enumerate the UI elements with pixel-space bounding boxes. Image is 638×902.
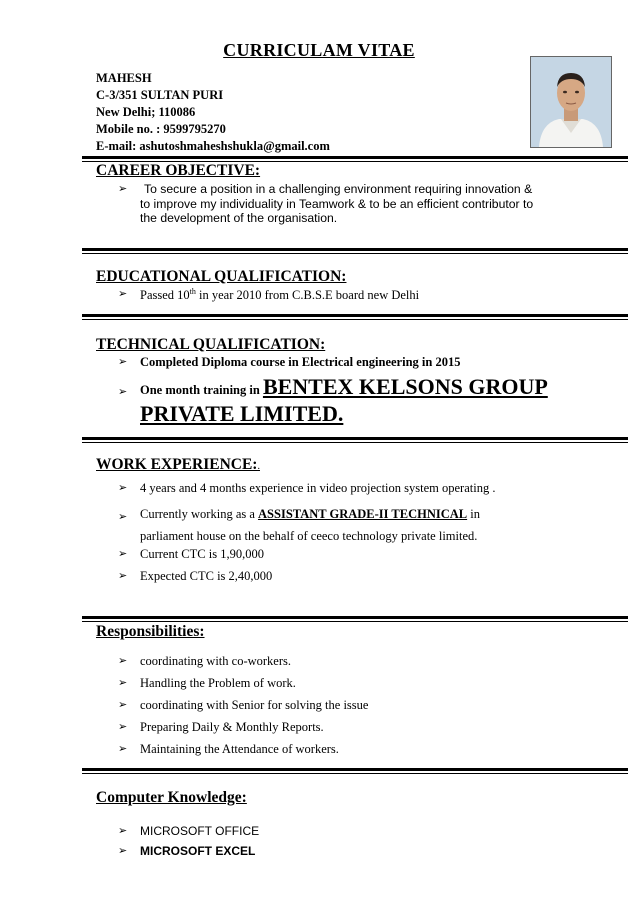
work-experience-list: [118, 481, 518, 591]
work-item-current-ctc: Current CTC is 1,90,000: [140, 547, 264, 561]
arrow-bullet-icon: ➢: [118, 824, 128, 837]
work-experience-heading: [96, 456, 260, 474]
education-list: [118, 287, 419, 303]
educational-qualification-heading: EDUCATIONAL QUALIFICATION:: [96, 268, 347, 285]
profile-photo: [530, 56, 612, 148]
arrow-bullet-icon: ➢: [118, 355, 128, 368]
list-item: [118, 676, 368, 698]
arrow-bullet-icon: ➢: [118, 844, 128, 857]
responsibility-item: Handling the Problem of work.: [140, 676, 296, 690]
work-item-current-post: in: [470, 507, 480, 521]
job-title: ASSISTANT GRADE-II TECHNICAL: [258, 507, 468, 521]
list-item: [118, 547, 518, 569]
work-item-current-pre: Currently working as a: [140, 507, 255, 521]
list-item: [118, 503, 518, 547]
arrow-bullet-icon: ➢: [118, 742, 128, 755]
list-item: [118, 481, 518, 503]
education-text-sup: th: [189, 287, 196, 296]
technical-list: [118, 355, 548, 429]
responsibility-item: coordinating with co-workers.: [140, 654, 292, 668]
company-name-line2: PRIVATE LIMITED.: [140, 401, 344, 426]
responsibilities-heading: Responsibilities:: [96, 623, 205, 640]
arrow-bullet-icon: ➢: [118, 287, 128, 300]
responsibility-item: coordinating with Senior for solving the issue: [140, 698, 369, 712]
arrow-bullet-icon: ➢: [118, 182, 128, 195]
work-experience-heading-text: WORK EXPERIENCE:: [96, 456, 258, 473]
section-divider: [82, 616, 628, 622]
list-item: [118, 698, 368, 720]
list-item: [118, 654, 368, 676]
technical-qualification-heading: TECHNICAL QUALIFICATION:: [96, 336, 326, 353]
contact-address-line1: C-3/351 SULTAN PURI: [96, 88, 224, 102]
arrow-bullet-icon: ➢: [118, 481, 128, 494]
career-objective-heading: CAREER OBJECTIVE:: [96, 162, 261, 179]
arrow-bullet-icon: ➢: [118, 510, 128, 523]
career-objective-list: [118, 182, 538, 226]
career-objective-text: To secure a position in a challenging environment requiring innovation & to improve my individuality in Teamwork & to be an efficient contributor to the development of the organisation.: [140, 182, 534, 225]
arrow-bullet-icon: ➢: [118, 547, 128, 560]
section-divider: [82, 437, 628, 443]
education-text-post: in year 2010 from C.B.S.E board new Delhi: [195, 288, 420, 303]
technical-item-training: One month training in: [140, 383, 260, 397]
education-text-pre: Passed 10: [140, 288, 190, 303]
arrow-bullet-icon: ➢: [118, 720, 128, 733]
list-item: [118, 720, 368, 742]
computer-knowledge-list: [118, 824, 259, 864]
contact-email: E-mail: ashutoshmaheshshukla@gmail.com: [96, 139, 330, 153]
work-item-expected-ctc: Expected CTC is 2,40,000: [140, 569, 273, 583]
arrow-bullet-icon: ➢: [118, 676, 128, 689]
company-name-line1: BENTEX KELSONS GROUP: [262, 374, 548, 399]
contact-name: MAHESH: [96, 71, 152, 85]
contact-mobile: Mobile no. : 9599795270: [96, 122, 226, 136]
document-title: CURRICULAM VITAE: [223, 40, 415, 60]
contact-block: [96, 70, 330, 155]
arrow-bullet-icon: ➢: [118, 385, 128, 398]
work-item-current-line2: parliament house on the behalf of ceeco technology private limited.: [140, 529, 478, 543]
list-item: [118, 569, 518, 591]
list-item: [118, 355, 548, 375]
skill-item: MICROSOFT OFFICE: [140, 824, 260, 838]
work-item-experience: 4 years and 4 months experience in video projection system operating .: [140, 481, 496, 495]
arrow-bullet-icon: ➢: [118, 569, 128, 582]
work-heading-suffix: .: [257, 461, 260, 472]
section-divider: [82, 248, 628, 254]
responsibilities-list: [118, 654, 368, 764]
list-item: [118, 182, 538, 226]
list-item: [118, 844, 259, 864]
list-item: [118, 824, 259, 844]
arrow-bullet-icon: ➢: [118, 654, 128, 667]
arrow-bullet-icon: ➢: [118, 698, 128, 711]
computer-knowledge-heading: Computer Knowledge:: [96, 789, 247, 806]
contact-address-line2: New Delhi; 110086: [96, 105, 196, 119]
list-item: [118, 287, 419, 303]
technical-item-diploma: Completed Diploma course in Electrical engineering in 2015: [140, 355, 461, 369]
section-divider: [82, 314, 628, 320]
list-item: [118, 742, 368, 764]
responsibility-item: Preparing Daily & Monthly Reports.: [140, 720, 324, 734]
list-item: [118, 375, 548, 429]
responsibility-item: Maintaining the Attendance of workers.: [140, 742, 339, 756]
skill-item: MICROSOFT EXCEL: [140, 844, 256, 858]
section-divider: [82, 768, 628, 774]
